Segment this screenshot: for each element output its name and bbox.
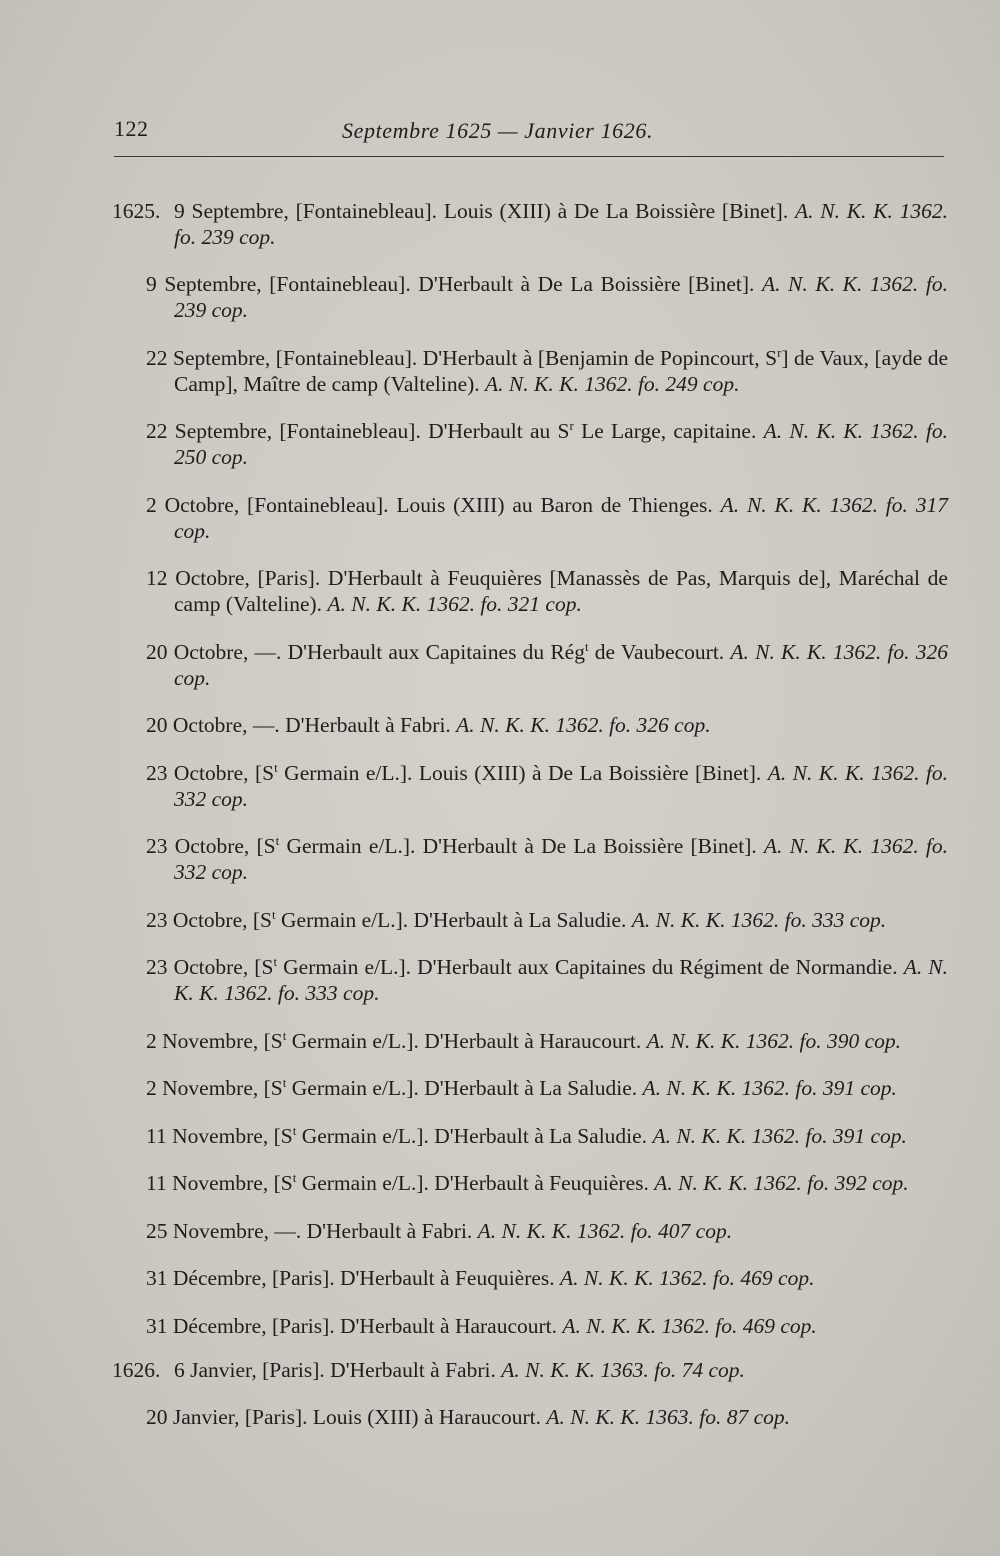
entry-archive-reference: A. N. K. K. 1362. fo. 333 cop. (631, 907, 887, 932)
entry-archive-reference: A. N. K. K. 1362. fo. 250 cop. (174, 419, 949, 469)
calendar-entry (112, 907, 948, 933)
entry-date-place: 2 Novembre, [$S^t$ Germain e/L.]. (146, 1027, 419, 1053)
entry-date-place: 20 Octobre, —. (146, 713, 280, 737)
calendar-entry (112, 1028, 948, 1054)
entry-description: D'Herbault à Haraucourt. (340, 1313, 558, 1338)
calendar-entry (112, 198, 948, 250)
calendar-entry (112, 492, 948, 544)
entry-description: D'Herbault à La Saludie. (413, 907, 627, 932)
entry-date-place: 31 Décembre, [Paris]. (146, 1266, 335, 1290)
running-title: Septembre 1625 — Janvier 1626. (342, 118, 654, 143)
calendar-entry (112, 1075, 948, 1101)
entry-description: D'Herbault à Feuquières. (434, 1171, 649, 1195)
calendar-entry (112, 1170, 948, 1196)
entry-description: D'Herbault à Fabri. (285, 713, 451, 737)
entry-date-place: 23 Octobre, [$S^t$ Germain e/L.]. (146, 759, 413, 785)
entry-archive-reference: A. N. K. K. 1362. fo. 469 cop. (560, 1266, 815, 1290)
entry-archive-reference: A. N. K. K. 1362. fo. 239 cop. (174, 272, 948, 322)
entry-archive-reference: A. N. K. K. 1362. fo. 317 cop. (174, 492, 948, 543)
entry-archive-reference: A. N. K. K. 1362. fo. 332 cop. (174, 760, 948, 811)
entry-archive-reference: A. N. K. K. 1362. fo. 407 cop. (477, 1218, 733, 1243)
entry-description: Louis (XIII) à Haraucourt. (312, 1405, 541, 1429)
entry-date-place: 23 Octobre, [$S^t$ Germain e/L.]. (146, 832, 416, 858)
entry-archive-reference: A. N. K. K. 1362. fo. 249 cop. (485, 371, 740, 396)
entry-description: D'Herbault à De La Boissière [Binet]. (418, 272, 755, 296)
entry-archive-reference: A. N. K. K. 1362. fo. 390 cop. (646, 1028, 902, 1053)
entry-description: Louis (XIII) à De La Boissière [Binet]. (443, 198, 789, 223)
calendar-entry (112, 271, 948, 323)
entry-archive-reference: A. N. K. K. 1362. fo. 391 cop. (642, 1076, 897, 1100)
calendar-entry (112, 833, 948, 885)
entry-description: D'Herbault à Fabri. (330, 1357, 496, 1382)
entry-list (112, 176, 948, 1437)
entry-date-place: 2 Octobre, [Fontainebleau]. (146, 492, 389, 517)
entry-archive-reference: A. N. K. K. 1362. fo. 392 cop. (654, 1171, 909, 1195)
entry-archive-reference: A. N. K. K. 1363. fo. 74 cop. (501, 1357, 745, 1382)
entry-description: Louis (XIII) à De La Boissière [Binet]. (418, 760, 762, 785)
calendar-entry (112, 1123, 948, 1149)
entry-date-place: 12 Octobre, [Paris]. (146, 566, 321, 590)
entry-archive-reference: A. N. K. K. 1362. fo. 326 cop. (456, 713, 711, 737)
entry-description: Louis (XIII) au Baron de Thienges. (396, 492, 713, 517)
page-number: 122 (114, 116, 149, 141)
entry-archive-reference: A. N. K. K. 1362. fo. 332 cop. (174, 834, 948, 884)
calendar-entry (112, 1357, 948, 1383)
entry-date-place: 31 Décembre, [Paris]. (146, 1313, 335, 1338)
entry-date-place: 11 Novembre, [$S^t$ Germain e/L.]. (146, 1122, 429, 1148)
entry-description: D'Herbault à Feuquières [Manassès de Pas, Marquis de], Maréchal de camp (Valteline). (174, 566, 948, 616)
entry-description: D'Herbault à Feuquières. (340, 1266, 555, 1290)
entry-archive-reference: A. N. K. K. 1362. fo. 333 cop. (174, 955, 949, 1005)
calendar-entry (112, 954, 948, 1006)
entry-date-place: 9 Septembre, [Fontainebleau]. (174, 198, 438, 223)
entry-date-place: 11 Novembre, [$S^t$ Germain e/L.]. (146, 1169, 429, 1195)
calendar-entry (112, 712, 948, 738)
entry-archive-reference: A. N. K. K. 1362. fo. 391 cop. (652, 1123, 907, 1148)
entry-date-place: 2 Novembre, [$S^t$ Germain e/L.]. (146, 1074, 419, 1100)
entry-description: D'Herbault à La Saludie. (424, 1076, 638, 1100)
entry-archive-reference: A. N. K. K. 1362. fo. 469 cop. (562, 1313, 817, 1338)
calendar-entry (112, 418, 948, 470)
calendar-entry (112, 1265, 948, 1291)
entry-archive-reference: A. N. K. K. 1363. fo. 87 cop. (546, 1405, 791, 1429)
entry-archive-reference: A. N. K. K. 1362. fo. 326 cop. (174, 639, 948, 690)
entry-description: D'Herbault à [Benjamin de Popincourt, $S^r$] de Vaux, [ayde de Camp], Maître de camp (Valteline). (174, 344, 949, 396)
entry-date-place: 20 Octobre, —. (146, 639, 282, 664)
calendar-entry (112, 1404, 948, 1430)
page-header (114, 116, 944, 152)
entry-date-place: 9 Septembre, [Fontainebleau]. (146, 272, 411, 296)
entry-date-place: 25 Novembre, —. (146, 1218, 302, 1243)
entry-description: D'Herbault au $S^r$ Le Large, capitaine. (428, 417, 757, 443)
calendar-entry (112, 345, 948, 397)
entry-description: D'Herbault à Fabri. (306, 1218, 473, 1243)
entry-date-place: 22 Septembre, [Fontainebleau]. (146, 419, 421, 443)
entry-description: D'Herbault à De La Boissière [Binet]. (422, 834, 757, 858)
entry-date-place: 23 Octobre, [$S^t$ Germain e/L.]. (146, 906, 409, 932)
entry-date-place: 20 Janvier, [Paris]. (146, 1405, 308, 1429)
calendar-entry (112, 565, 948, 617)
entry-description: D'Herbault aux Capitaines du Régiment de Normandie. (417, 955, 898, 979)
calendar-entry (112, 1313, 948, 1339)
entry-year: 1625. (112, 198, 161, 223)
calendar-entry (112, 1218, 948, 1244)
entry-date-place: 6 Janvier, [Paris]. (174, 1357, 325, 1382)
entry-year: 1626. (112, 1357, 161, 1382)
entry-date-place: 23 Octobre, [$S^t$ Germain e/L.]. (146, 953, 412, 979)
entry-archive-reference: A. N. K. K. 1362. fo. 239 cop. (174, 198, 949, 249)
calendar-entry (112, 639, 948, 691)
header-rule (114, 156, 944, 157)
entry-description: D'Herbault à La Saludie. (434, 1123, 648, 1148)
entry-description: D'Herbault aux Capitaines du Rég$^t$ de Vaubecourt. (287, 638, 725, 664)
calendar-entry (112, 760, 948, 812)
entry-description: D'Herbault à Haraucourt. (424, 1028, 642, 1053)
entry-date-place: 22 Septembre, [Fontainebleau]. (146, 345, 418, 370)
entry-archive-reference: A. N. K. K. 1362. fo. 321 cop. (327, 592, 582, 616)
